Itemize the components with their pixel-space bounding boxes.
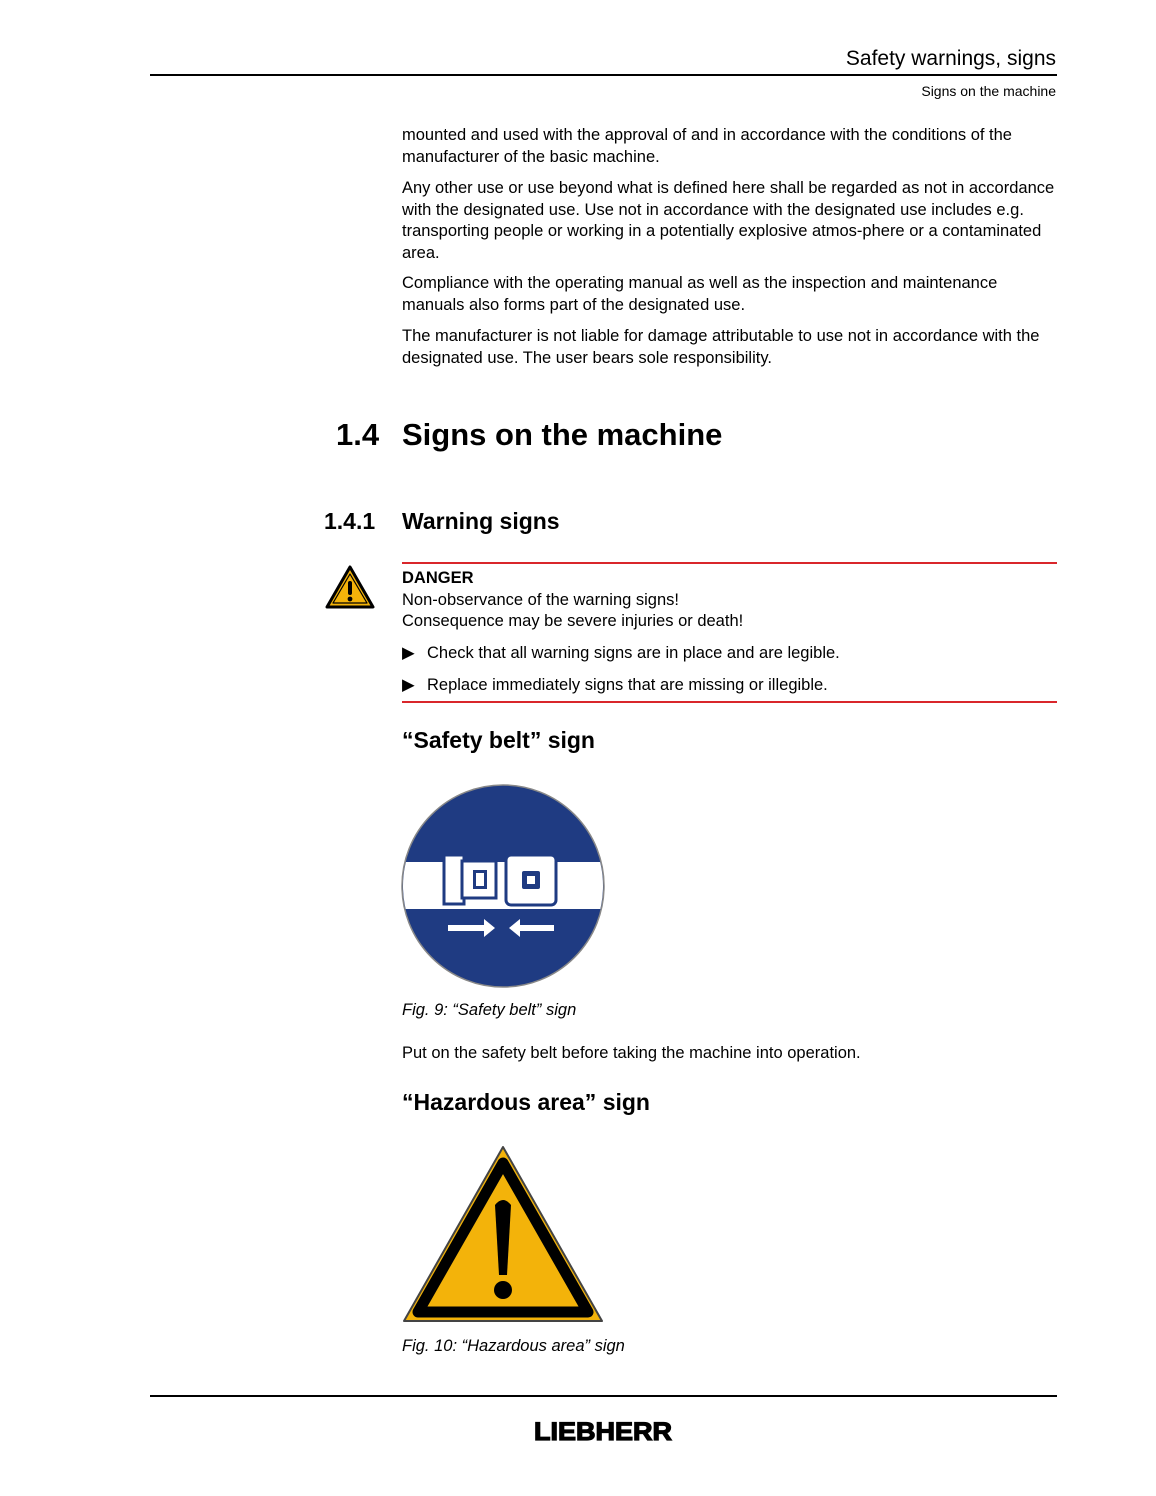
danger-message: Non-observance of the warning signs! — [402, 591, 679, 609]
safety-belt-heading: “Safety belt” sign — [402, 727, 595, 753]
running-header-title: Safety warnings, signs — [845, 47, 1056, 70]
footer-divider — [150, 1395, 1057, 1397]
danger-top-rule — [402, 562, 1057, 564]
paragraph-conditions: mounted and used with the approval of and in accordance with the conditions of the manufacturer of the basic machine. — [402, 126, 1012, 166]
safety-belt-text: Put on the safety belt before taking the machine into operation. — [402, 1044, 861, 1062]
danger-step-text: Check that all warning signs are in place and are legible. — [427, 644, 840, 662]
section-title: Signs on the machine — [402, 417, 723, 452]
header-divider — [150, 74, 1057, 76]
safety-belt-sign-icon — [400, 783, 606, 989]
section-number: 1.4 — [336, 417, 380, 452]
subsection-title: Warning signs — [402, 508, 560, 534]
paragraph-compliance: Compliance with the operating manual as well as the inspection and maintenance manuals also forms part of the designated use. — [402, 274, 998, 314]
running-header-subtitle: Signs on the machine — [921, 83, 1056, 99]
step-arrow-icon: ▶ — [402, 676, 415, 694]
paragraph-other-use: Any other use or use beyond what is defined here shall be regarded as not in accordance with the designated use. Use not in accordance with the designated use includes e.g. transporting people or working in a potentially explosive atmos-phere or a contaminated area. — [402, 179, 1055, 262]
step-arrow-icon: ▶ — [402, 644, 415, 662]
danger-step — [402, 675, 828, 695]
safety-belt-caption: Fig. 9: “Safety belt” sign — [402, 1001, 577, 1019]
hazardous-area-sign-icon — [400, 1143, 606, 1325]
liebherr-logo-text: LIEBHERR — [534, 1418, 672, 1444]
hazardous-area-caption: Fig. 10: “Hazardous area” sign — [402, 1337, 625, 1355]
danger-label: DANGER — [402, 569, 474, 587]
danger-bottom-rule — [402, 701, 1057, 703]
subsection-number: 1.4.1 — [324, 508, 376, 534]
paragraph-liability: The manufacturer is not liable for damage attributable to use not in accordance with the designated use. The user bears sole responsibility. — [402, 327, 1040, 367]
hazardous-area-heading: “Hazardous area” sign — [402, 1089, 650, 1115]
danger-step-text: Replace immediately signs that are missing or illegible. — [427, 676, 828, 694]
danger-step — [402, 643, 840, 663]
warning-triangle-icon — [324, 564, 376, 610]
liebherr-logo — [532, 1418, 674, 1444]
danger-consequence: Consequence may be severe injuries or death! — [402, 612, 744, 630]
